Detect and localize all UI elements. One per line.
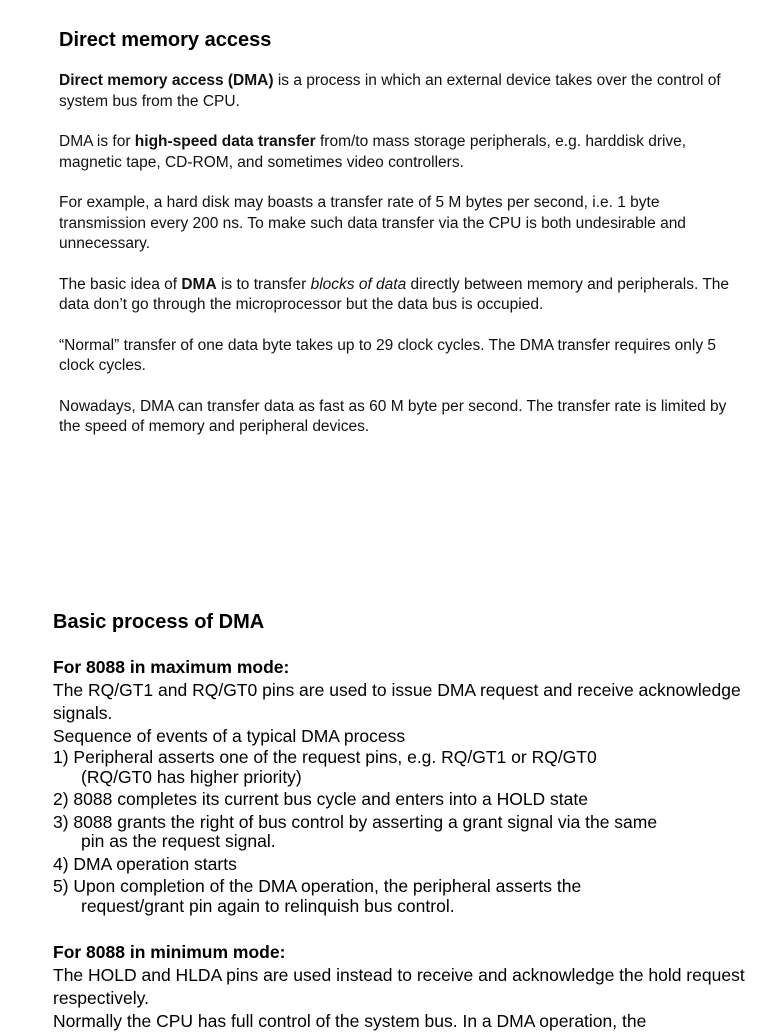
list-item (53, 855, 753, 875)
section-title: Direct memory access (59, 29, 272, 51)
step-text: 4) DMA operation starts (53, 853, 237, 874)
definition-text: is a process in which an external device takes over the control of system bus from the CPU. (59, 72, 721, 110)
idea-text-pre: The basic idea of (59, 275, 182, 293)
paragraph-speed: Nowadays, DMA can transfer data as fast as 60 M byte per second. The transfer rate is limited by the speed of memory and peripheral devices. (59, 397, 727, 435)
step-continuation: (RQ/GT0 has higher priority) (81, 766, 302, 787)
paragraph-definition (59, 71, 739, 112)
list-item (53, 748, 753, 787)
usage-text-post: from/to mass storage peripherals, e.g. harddisk drive, magnetic tape, CD-ROM, and sometimes video controllers. (59, 133, 687, 171)
list-item (53, 813, 753, 852)
step-text: 1) Peripheral asserts one of the request pins, e.g. RQ/GT1 or RQ/GT0 (53, 747, 597, 767)
min-mode-continuation: Normally the CPU has full control of the system bus. In a DMA operation, the (53, 1011, 647, 1031)
min-mode-description: The HOLD and HLDA pins are used instead to receive and acknowledge the hold request respectively. (53, 965, 745, 1008)
max-mode-heading: For 8088 in maximum mode: (53, 657, 290, 677)
max-mode-description: The RQ/GT1 and RQ/GT0 pins are used to issue DMA request and receive acknowledge signals. (53, 680, 741, 723)
sequence-heading: Sequence of events of a typical DMA process (53, 726, 406, 746)
paragraph-clock-cycles: “Normal” transfer of one data byte takes up to 29 clock cycles. The DMA transfer requires only 5 clock cycles. (59, 336, 717, 374)
steps-list (53, 748, 753, 916)
step-text: 5) Upon completion of the DMA operation, the peripheral asserts the (53, 876, 582, 896)
min-mode-heading: For 8088 in minimum mode: (53, 942, 286, 962)
paragraph-example: For example, a hard disk may boasts a transfer rate of 5 M bytes per second, i.e. 1 byte transmission every 200 ns. To make such data transfer via the CPU is both undesirable and unnecessary. (59, 194, 686, 252)
list-item (53, 877, 753, 916)
paragraph-basic-idea (59, 275, 739, 316)
idea-text-post: directly between memory and peripherals. The data don’t go through the microprocessor but the data bus is occupied. (59, 275, 730, 313)
list-item (53, 790, 753, 810)
section-title: Basic process of DMA (53, 611, 265, 633)
section-direct-memory-access (59, 27, 739, 458)
term-dma: Direct memory access (DMA) (59, 72, 274, 89)
idea-italic: blocks of data (310, 275, 407, 293)
section-basic-process (53, 608, 753, 1033)
step-continuation: request/grant pin again to relinquish bus control. (81, 895, 455, 916)
paragraph-usage (59, 132, 739, 173)
step-text: 2) 8088 completes its current bus cycle and enters into a HOLD state (53, 789, 588, 809)
usage-emphasis: high-speed data transfer (134, 133, 316, 150)
idea-emphasis: DMA (181, 275, 217, 293)
step-text: 3) 8088 grants the right of bus control by asserting a grant signal via the same (53, 811, 658, 832)
usage-text-pre: DMA is for (59, 133, 135, 150)
step-continuation: pin as the request signal. (81, 831, 276, 851)
idea-text-mid: is to transfer (216, 275, 311, 293)
